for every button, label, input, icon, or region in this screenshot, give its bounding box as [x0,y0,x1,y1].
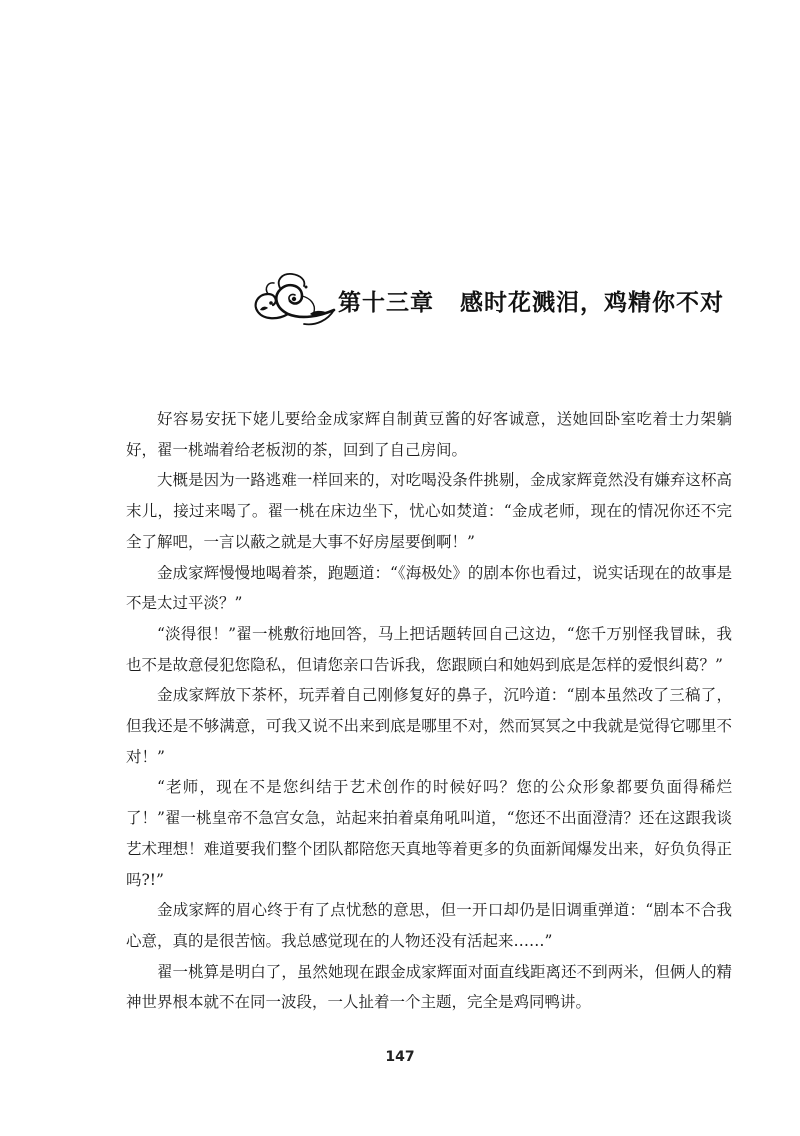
paragraph: “老师，现在不是您纠结于艺术创作的时候好吗？您的公众形象都要负面得稀烂了！”翟一桃皇帝不急宫女急，站起来拍着桌角吼叫道，“您还不出面澄清？还在这跟我谈艺术理想！难道要我们整个团队都陪您天真地等着更多的负面新闻爆发出来，好负负得正吗?!” [126,778,732,889]
paragraph: 大概是因为一路逃难一样回来的，对吃喝没条件挑剔，金成家辉竟然没有嫌弃这杯高末儿，接过来喝了。翟一桃在床边坐下，忧心如焚道：“金成老师，现在的情况你还不完全了解吧，一言以蔽之就是大事不好房屋要倒啊！” [126,471,732,551]
paragraph: 金成家辉放下茶杯，玩弄着自己刚修复好的鼻子，沉吟道：“剧本虽然改了三稿了，但我还是不够满意，可我又说不出来到底是哪里不对，然而冥冥之中我就是觉得它哪里不对！” [126,686,732,766]
paragraph: “淡得很！”翟一桃敷衍地回答，马上把话题转回自己这边，“您千万别怪我冒昧，我也不是故意侵犯您隐私，但请您亲口告诉我，您跟顾白和她妈到底是怎样的爱恨纠葛？” [126,624,732,674]
paragraph: 翟一桃算是明白了，虽然她现在跟金成家辉面对面直线距离还不到两米，但俩人的精神世界根本就不在同一波段，一人扯着一个主题，完全是鸡同鸭讲。 [126,962,732,1012]
chapter-body [126,404,732,1018]
chapter-name: 感时花溅泪，鸡精你不对 [460,290,724,316]
paragraph: 好容易安抚下姥儿要给金成家辉自制黄豆酱的好客诚意，送她回卧室吃着士力架躺好，翟一桃端着给老板沏的茶，回到了自己房间。 [126,410,732,459]
paragraph: 金成家辉慢慢地喝着茶，跑题道：“《海极处》的剧本你也看过，说实话现在的故事是不是太过平淡？” [126,563,732,613]
page-number: 147 [385,1049,415,1065]
swirl-ornament-icon [250,270,336,330]
chapter-title [338,284,724,317]
paragraph: 金成家辉的眉心终于有了点忧愁的意思，但一开口却仍是旧调重弹道：“剧本不合我心意，真的是很苦恼。我总感觉现在的人物还没有活起来……” [126,901,732,950]
chapter-number: 第十三章 [338,290,434,316]
chapter-heading [250,262,750,342]
